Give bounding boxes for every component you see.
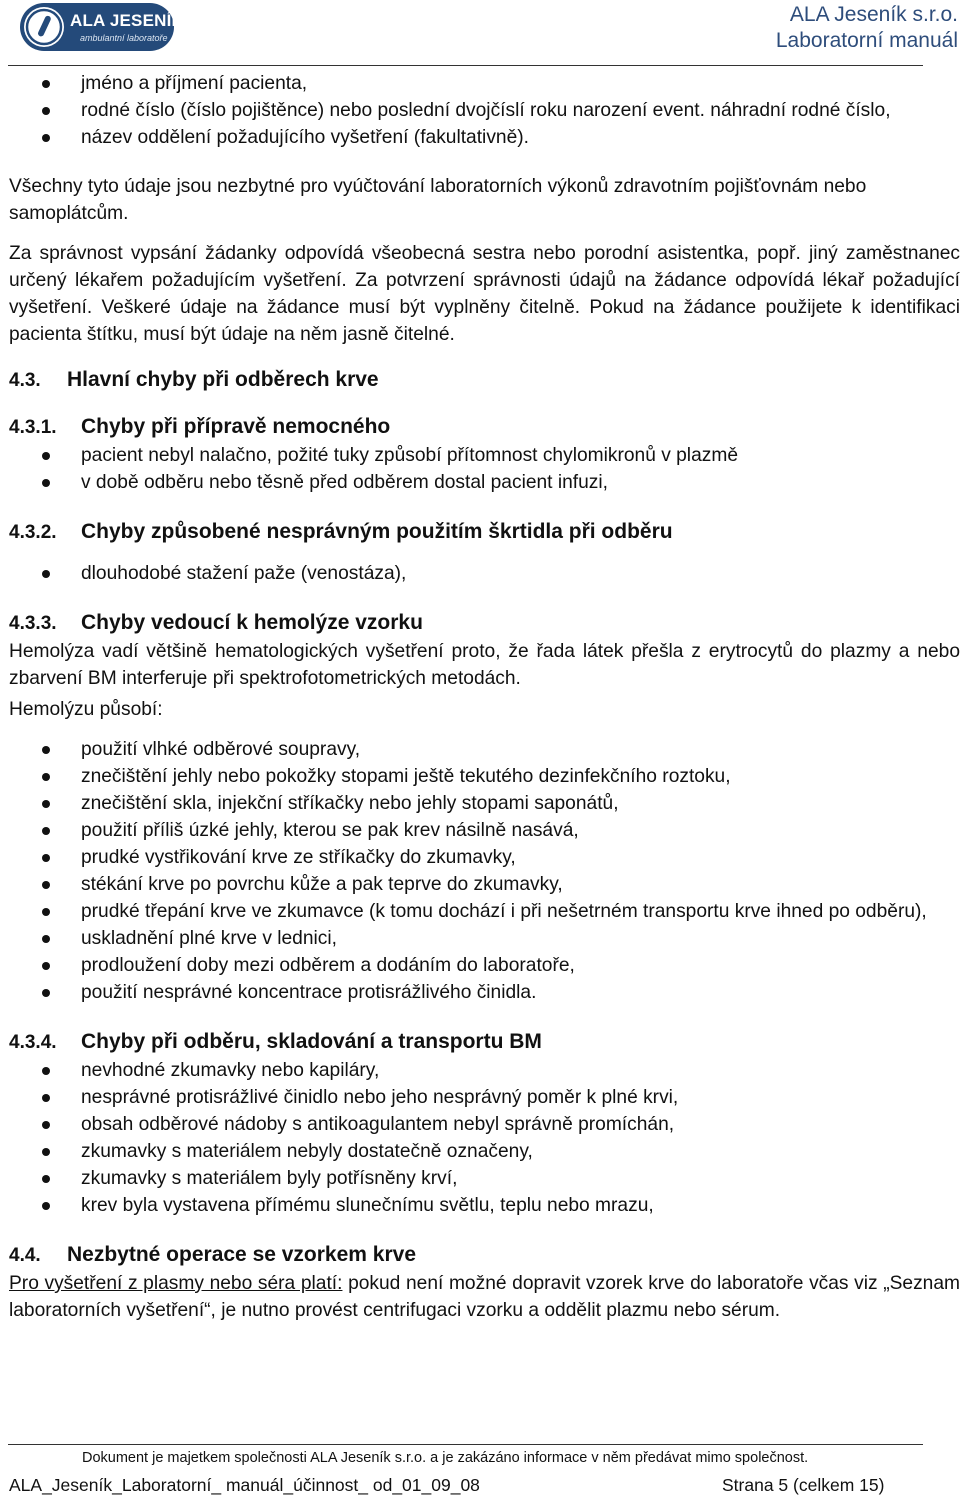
underlined-lead: Pro vyšetření z plasmy nebo séra platí:	[9, 1273, 343, 1294]
page-header	[0, 0, 960, 68]
list-item: znečištění jehly nebo pokožky stopami ještě tekutého dezinfekčního roztoku,	[9, 763, 960, 790]
section-number: 4.3.	[9, 370, 41, 391]
header-company: ALA Jeseník s.r.o.	[789, 3, 958, 26]
logo-subtitle: ambulantní laboratoře	[80, 33, 168, 43]
footer-divider	[8, 1444, 923, 1445]
list-item: použití vlhké odběrové soupravy,	[9, 736, 960, 763]
list-item: dlouhodobé stažení paže (venostáza),	[9, 560, 960, 587]
hemolysis-causes-label: Hemolýzu působí:	[9, 699, 163, 720]
hemolysis-intro: Hemolýza vadí většině hematologických vyšetření proto, že řada látek přešla z erytrocytů do plazmy a nebo zbarvení BM interferuje při spektrofotometrických metodách.	[9, 641, 960, 689]
list-item: prudké vystřikování krve ze stříkačky do zkumavky,	[9, 844, 960, 871]
section-title: Chyby při přípravě nemocného	[81, 415, 391, 438]
logo-name: ALA JESENÍK s.r.o.	[70, 11, 230, 30]
section-number: 4.3.3.	[9, 613, 57, 634]
section-heading-4-3-3	[9, 609, 960, 638]
section-number: 4.3.1.	[9, 417, 57, 438]
document-body	[9, 70, 960, 1324]
section-number: 4.3.2.	[9, 522, 57, 543]
section-heading-4-3	[9, 366, 960, 395]
list-item: obsah odběrové nádoby s antikoagulantem nebyl správně promíchán,	[9, 1111, 960, 1138]
section-number: 4.4.	[9, 1245, 41, 1266]
company-logo	[20, 3, 230, 51]
hemolysis-causes-list	[9, 736, 960, 1006]
list-item: stékání krve po povrchu kůže a pak teprve do zkumavky,	[9, 871, 960, 898]
footer-page-number: Strana 5 (celkem 15)	[722, 1475, 885, 1495]
list-item: prodloužení doby mezi odběrem a dodáním do laboratoře,	[9, 952, 960, 979]
list-item: znečištění skla, injekční stříkačky nebo jehly stopami saponátů,	[9, 790, 960, 817]
list-item: zkumavky s materiálem byly potřísněny krví,	[9, 1165, 960, 1192]
header-doc-title: Laboratorní manuál	[775, 29, 958, 52]
list-item: nesprávné protisrážlivé činidlo nebo jeho nesprávný poměr k plné krvi,	[9, 1084, 960, 1111]
list-item: krev byla vystavena přímému slunečnímu světlu, teplu nebo mrazu,	[9, 1192, 960, 1219]
list-item: uskladnění plné krve v lednici,	[9, 925, 960, 952]
tourniquet-errors-list	[9, 560, 960, 587]
patient-prep-errors-list	[9, 442, 960, 496]
section-title: Chyby při odběru, skladování a transportu BM	[81, 1030, 542, 1053]
section-title: Chyby způsobené nesprávným použitím škrtidla při odběru	[81, 520, 673, 543]
patient-data-list	[9, 70, 960, 151]
list-item: pacient nebyl nalačno, požité tuky způsobí přítomnost chylomikronů v plazmě	[9, 442, 960, 469]
section-title: Chyby vedoucí k hemolýze vzorku	[81, 611, 423, 634]
section-heading-4-4	[9, 1241, 960, 1270]
list-item: v době odběru nebo těsně před odběrem dostal pacient infuzi,	[9, 469, 960, 496]
storage-errors-list	[9, 1057, 960, 1219]
section-heading-4-3-1	[9, 413, 960, 442]
list-item: zkumavky s materiálem nebyly dostatečně označeny,	[9, 1138, 960, 1165]
list-item: nevhodné zkumavky nebo kapiláry,	[9, 1057, 960, 1084]
section-title: Hlavní chyby při odběrech krve	[67, 368, 379, 391]
footer-file-id: ALA_Jeseník_Laboratorní_ manuál_účinnost_ od_01_09_08	[9, 1475, 480, 1495]
list-item: rodné číslo (číslo pojištěnce) nebo poslední dvojčíslí roku narození event. náhradní rodné číslo,	[9, 97, 960, 124]
list-item: název oddělení požadujícího vyšetření (fakultativně).	[9, 124, 960, 151]
paragraph-billing: Všechny tyto údaje jsou nezbytné pro vyúčtování laboratorních výkonů zdravotním pojišťovnám nebo samoplátcům.	[9, 176, 867, 224]
list-item: prudké třepání krve ve zkumavce (k tomu dochází i při nešetrném transportu krve ihned po odběru),	[9, 898, 960, 925]
paragraph-responsibility: Za správnost vypsání žádanky odpovídá všeobecná sestra nebo porodní asistentka, popř. jiný zaměstnanec určený lékařem požadujícím vyšetření. Za potvrzení správnosti údajů na žádance odpovídá lékař požadující vyšetření. Veškeré údaje na žádance musí být vyplněny čitelně. Pokud na žádance použijete k identifikaci pacienta štítku, musí být údaje na něm jasně čitelné.	[9, 243, 960, 345]
test-tube-icon	[24, 7, 64, 47]
header-title-block	[776, 2, 958, 54]
footer-ownership-note: Dokument je majetkem společnosti ALA Jeseník s.r.o. a je zakázáno informace v něm předávat mimo společnost.	[82, 1450, 809, 1466]
section-title: Nezbytné operace se vzorkem krve	[67, 1243, 417, 1266]
centrifugation-paragraph	[9, 1270, 960, 1324]
section-number: 4.3.4.	[9, 1032, 57, 1053]
list-item: jméno a příjmení pacienta,	[9, 70, 960, 97]
section-heading-4-3-2	[9, 518, 960, 547]
list-item: použití nesprávné koncentrace protisrážlivého činidla.	[9, 979, 960, 1006]
paragraph-text: pokud není možné dopravit vzorek krve do laboratoře včas viz „Seznam laboratorních vyšetření“, je nutno provést centrifugaci vzorku a oddělit plazmu nebo sérum.	[9, 1273, 960, 1321]
list-item: použití příliš úzké jehly, kterou se pak krev násilně nasává,	[9, 817, 960, 844]
header-divider	[8, 65, 923, 66]
section-heading-4-3-4	[9, 1028, 960, 1057]
